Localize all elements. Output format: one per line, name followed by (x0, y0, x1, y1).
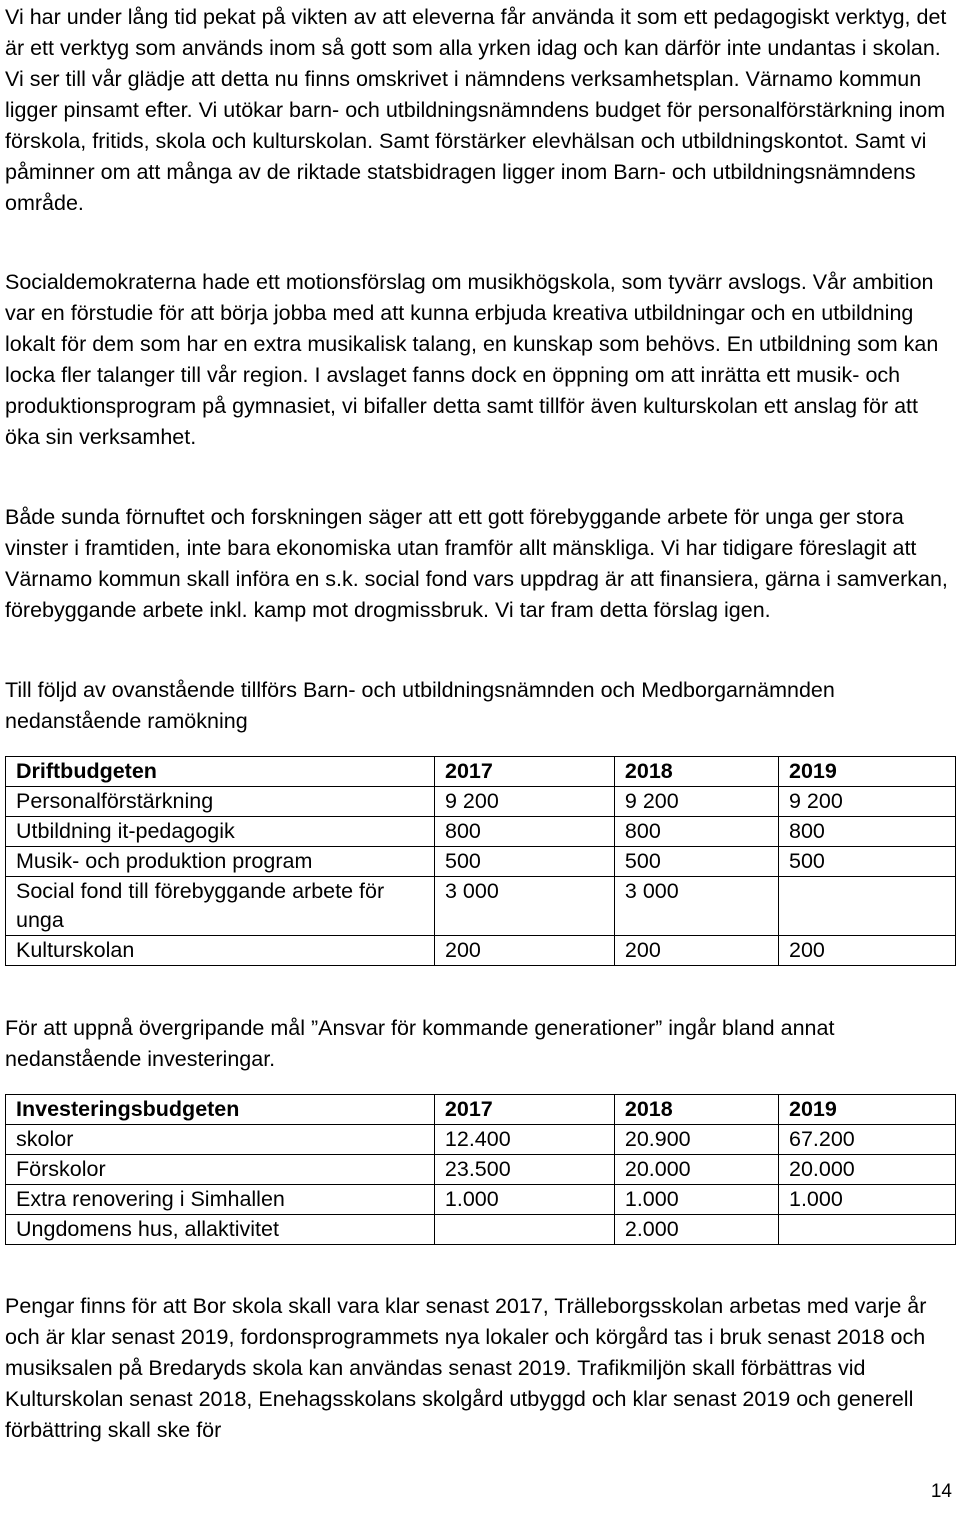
table-cell: 3 000 (434, 877, 614, 936)
table-cell: Ungdomens hus, allaktivitet (6, 1215, 435, 1245)
table-row (6, 1155, 956, 1185)
table-cell: Social fond till förebyggande arbete för unga (6, 877, 435, 936)
table-cell: Musik- och produktion program (6, 847, 435, 877)
table-cell: 20.900 (614, 1125, 778, 1155)
paragraph-school-projects: Pengar finns för att Bor skola skall vara klar senast 2017, Trälleborgsskolan arbetas med varje år och är klar senast 2019, fordonsprogrammets nya lokaler och körgård tas i bruk senast 2018 och musiksalen på Bredaryds skola kan användas senast 2019. Trafikmiljön skall förbättras vid Kulturskolan senast 2018, Enehagsskolans skolgård utbyggd och klar senast 2019 och generell förbättring skall ske för (5, 1294, 927, 1442)
table-cell: 500 (434, 847, 614, 877)
table-cell: 2.000 (614, 1215, 778, 1245)
table-cell: 1.000 (614, 1185, 778, 1215)
table-cell: 20.000 (614, 1155, 778, 1185)
table-cell: 3 000 (614, 877, 778, 936)
table-cell: 9 200 (614, 787, 778, 817)
table-cell: 20.000 (779, 1155, 956, 1185)
table-row (6, 1185, 956, 1215)
table-row (6, 1125, 956, 1155)
table-header-cell: 2019 (779, 757, 956, 787)
table-cell: 500 (779, 847, 956, 877)
table-header-cell: 2018 (614, 1095, 778, 1125)
table-row (6, 787, 956, 817)
table-cell: 67.200 (779, 1125, 956, 1155)
table-cell: 800 (779, 817, 956, 847)
table-header-cell: 2018 (614, 757, 778, 787)
paragraph-frame-increase: Till följd av ovanstående tillförs Barn- och utbildningsnämnden och Medborgarnämnden nedanstående ramökning (5, 678, 835, 733)
table-cell (434, 1215, 614, 1245)
table-cell (779, 877, 956, 936)
paragraph-music-school: Socialdemokraterna hade ett motionsförslag om musikhögskola, som tyvärr avslogs. Vår ambition var en förstudie för att börja jobba med att kunna erbjuda kreativa utbildningar och en utbildning lokalt för dem som har en extra musikalisk talang, en kunskap som behövs. En utbildning som kan locka fler talanger till vår region. I avslaget fanns dock en öppning om att inrätta ett musik- och produktionsprogram på gymnasiet, vi bifaller detta samt tillför även kulturskolan ett anslag för att öka sin verksamhet. (5, 270, 939, 449)
table-cell: Kulturskolan (6, 936, 435, 966)
table-cell: 800 (434, 817, 614, 847)
paragraph-it-pedagogy: Vi har under lång tid pekat på vikten av att eleverna får använda it som ett pedagogiskt verktyg, det är ett verktyg som används inom så gott som alla yrken idag och kan därför inte undantas i skolan. Vi ser till vår glädje att detta nu finns omskrivet i nämndens verksamhetsplan. Värnamo kommun ligger pinsamt efter. Vi utökar barn- och utbildningsnämndens budget för personalförstärkning inom förskola, fritids, skola och kulturskolan. Samt förstärker elevhälsan och utbildningskontot. Samt vi påminner om att många av de riktade statsbidragen ligger inom Barn- och utbildningsnämndens område. (5, 5, 947, 215)
table-cell: Förskolor (6, 1155, 435, 1185)
table-header-cell: Investeringsbudgeten (6, 1095, 435, 1125)
table-row (6, 817, 956, 847)
operating-budget-table (5, 756, 956, 966)
table-cell (779, 1215, 956, 1245)
table-header-cell: 2017 (434, 1095, 614, 1125)
table-cell: 12.400 (434, 1125, 614, 1155)
table-cell: 1.000 (434, 1185, 614, 1215)
table-cell: 23.500 (434, 1155, 614, 1185)
table-cell: Utbildning it-pedagogik (6, 817, 435, 847)
table-cell: 1.000 (779, 1185, 956, 1215)
investment-budget-table (5, 1094, 956, 1245)
table-cell: 200 (614, 936, 778, 966)
table-header-cell: Driftbudgeten (6, 757, 435, 787)
table-cell: 200 (779, 936, 956, 966)
table-row (6, 936, 956, 966)
table-header-row (6, 757, 956, 787)
table-header-cell: 2019 (779, 1095, 956, 1125)
table-row (6, 847, 956, 877)
paragraph-social-fund: Både sunda förnuftet och forskningen säger att ett gott förebyggande arbete för unga ger stora vinster i framtiden, inte bara ekonomiska utan framför allt mänskliga. Vi har tidigare föreslagit att Värnamo kommun skall införa en s.k. social fond vars uppdrag är att finansiera, gärna i samverkan, förebyggande arbete inkl. kamp mot drogmissbruk. Vi tar fram detta förslag igen. (5, 505, 948, 622)
table-header-row (6, 1095, 956, 1125)
table-row (6, 1215, 956, 1245)
table-cell: skolor (6, 1125, 435, 1155)
table-row (6, 877, 956, 936)
table-cell: 200 (434, 936, 614, 966)
page-number: 14 (930, 1481, 952, 1502)
table-cell: 500 (614, 847, 778, 877)
table-cell: 9 200 (779, 787, 956, 817)
table-cell: 9 200 (434, 787, 614, 817)
table-cell: 800 (614, 817, 778, 847)
table-cell: Personalförstärkning (6, 787, 435, 817)
paragraph-investments-intro: För att uppnå övergripande mål ”Ansvar för kommande generationer” ingår bland annat nedanstående investeringar. (5, 1016, 835, 1071)
table-cell: Extra renovering i Simhallen (6, 1185, 435, 1215)
table-header-cell: 2017 (434, 757, 614, 787)
